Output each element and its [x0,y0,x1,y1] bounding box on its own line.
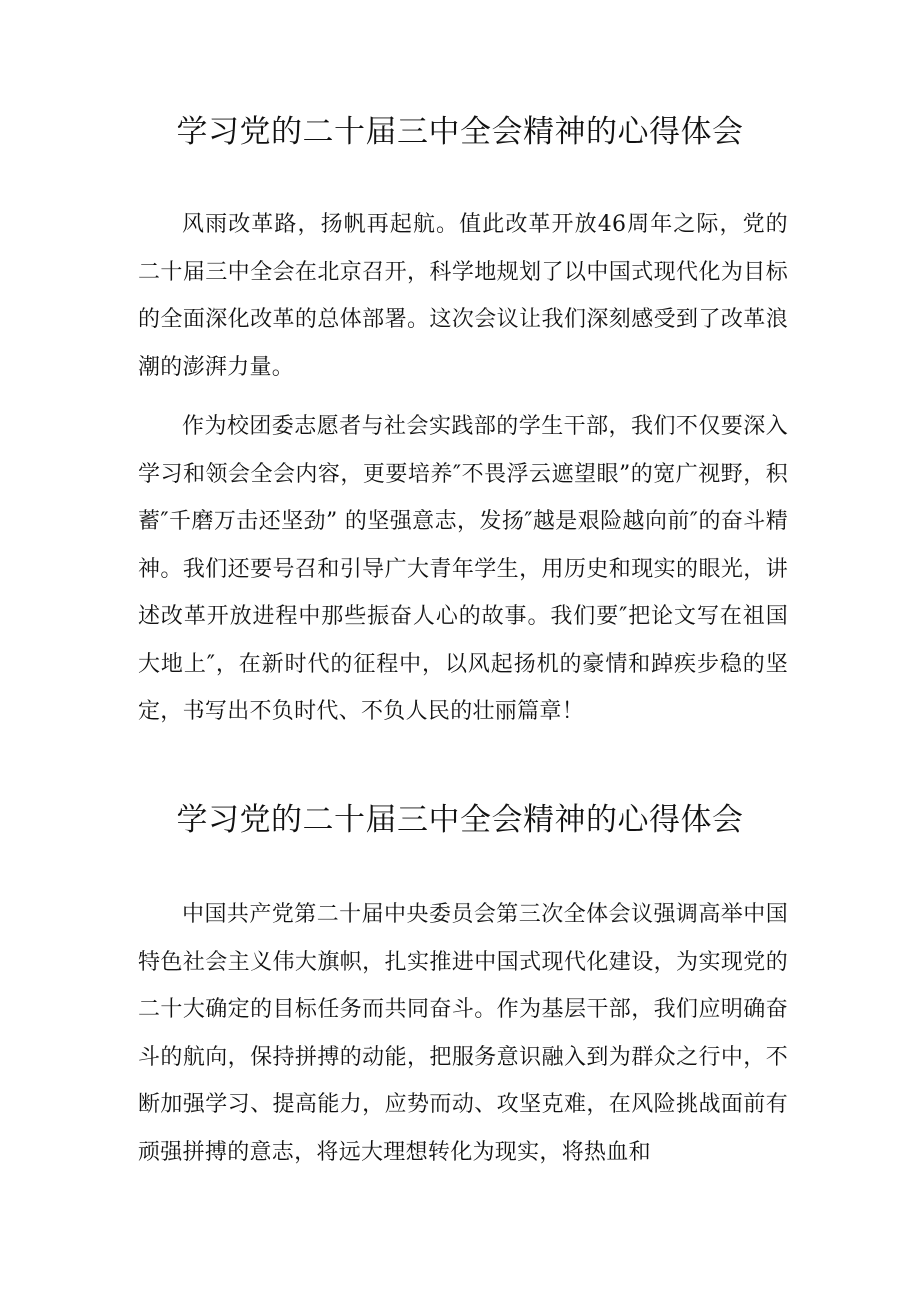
section-paragraph: 中国共产党第二十届中央委员会第三次全体会议强调高举中国特色社会主义伟大旗帜，扎实推进中国式现代化建设，为实现党的二十大确定的目标任务而共同奋斗。作为基层干部，我们应明确奋斗的航向，保持拼搏的动能，把服务意识融入到为群众之行中，不断加强学习、提高能力，应势而动、攻坚克难，在风险挑战面前有顽强拼搏的意志，将远大理想转化为现实，将热血和 [138,902,788,1165]
section-paragraph: 风雨改革路，扬帆再起航。值此改革开放46周年之际，党的二十届三中全会在北京召开，科学地规划了以中国式现代化为目标的全面深化改革的总体部署。这次会议让我们深刻感受到了改革浪潮的澎湃力量。 [138,212,788,380]
section-paragraph: 作为校团委志愿者与社会实践部的学生干部，我们不仅要深入学习和领会全会内容，更要培养″不畏浮云遮望眼”的宽广视野，积蓄″千磨万击还坚劲” 的坚强意志，发扬″越是艰险越向前″的奋斗精神。我们还要号召和引导广大青年学生，用历史和现实的眼光，讲述改革开放进程中那些振奋人心的故事。我们要″把论文写在祖国大地上″，在新时代的征程中，以风起扬机的豪情和踔疾步稳的坚定，书写出不负时代、不负人民的壮丽篇章！ [138,414,788,724]
section-title: 学习党的二十届三中全会精神的心得体会 [176,802,744,838]
section-title: 学习党的二十届三中全会精神的心得体会 [176,114,744,150]
